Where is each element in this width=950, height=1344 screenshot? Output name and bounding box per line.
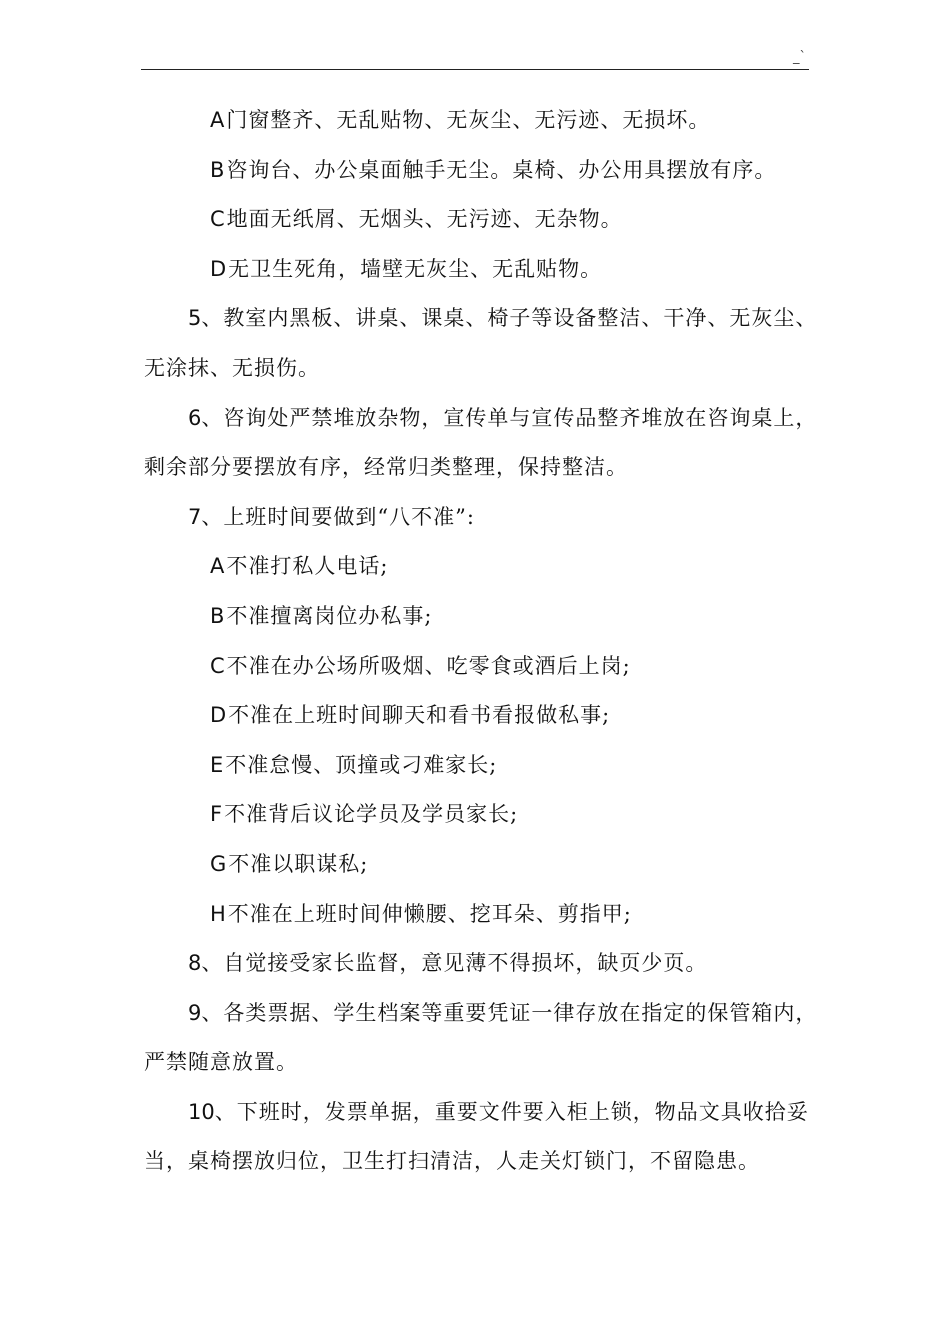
item-number: 5: [188, 306, 202, 331]
sub-item-letter: C: [210, 653, 225, 678]
item-6-line-2: 剩余部分要摆放有序，经常归类整理，保持整洁。: [144, 455, 628, 480]
sub-item-4b: [144, 146, 820, 196]
item-9-line-1: [144, 989, 820, 1039]
item-6-line-1: [144, 394, 820, 444]
sub-item-text: 不准在上班时间伸懒腰、挖耳朵、剪指甲;: [227, 901, 632, 926]
sub-item-letter: D: [210, 256, 227, 281]
sub-item-text: 不准以职谋私;: [228, 851, 369, 876]
item-text: 、上班时间要做到“八不准”:: [201, 504, 475, 529]
sub-item-text: 无卫生死角，墙壁无灰尘、无乱贴物。: [228, 256, 603, 281]
sub-item-7a: [144, 542, 820, 592]
document-body: [144, 96, 820, 1187]
sub-item-text: 咨询台、办公桌面触手无尘。桌椅、办公用具摆放有序。: [226, 157, 777, 182]
sub-item-letter: C: [210, 207, 225, 232]
item-5-line-2: 无涂抹、无损伤。: [144, 355, 320, 380]
sub-item-text: 不准在上班时间聊天和看书看报做私事;: [228, 703, 611, 728]
sub-item-text: 不准打私人电话;: [226, 554, 389, 579]
item-text: 、各类票据、学生档案等重要凭证一律存放在指定的保管箱内，: [201, 1000, 818, 1025]
sub-item-letter: A: [210, 554, 225, 579]
item-9-line-2: 严禁随意放置。: [144, 1050, 298, 1075]
sub-item-letter: B: [210, 603, 225, 628]
item-number: 6: [188, 405, 202, 430]
item-7-line-1: [144, 493, 820, 543]
item-text: 、下班时，发票单据，重要文件要入柜上锁，物品文具收拾妥: [214, 1099, 809, 1124]
sub-item-text: 不准在办公场所吸烟、吃零食或酒后上岗;: [226, 653, 631, 678]
header-rule: [141, 69, 809, 70]
sub-item-4c: [144, 195, 820, 245]
sub-item-7d: [144, 691, 820, 741]
sub-item-4d: [144, 245, 820, 295]
item-number: 9: [188, 1000, 202, 1025]
item-8-line-1: [144, 939, 820, 989]
sub-item-7c: [144, 642, 820, 692]
item-10-line-1: [144, 1088, 820, 1138]
sub-item-letter: E: [210, 752, 224, 777]
item-number: 8: [188, 951, 202, 976]
sub-item-letter: A: [210, 108, 225, 132]
sub-item-letter: G: [210, 851, 227, 876]
sub-item-letter: F: [210, 802, 223, 827]
item-5-line-1: [144, 294, 820, 344]
sub-item-7b: [144, 592, 820, 642]
sub-item-7g: [144, 840, 820, 890]
item-text: 、自觉接受家长监督，意见薄不得损坏，缺页少页。: [201, 951, 708, 976]
sub-item-text: 不准背后议论学员及学员家长;: [224, 802, 519, 827]
sub-item-letter: H: [210, 901, 226, 926]
sub-item-7h: [144, 890, 820, 940]
item-text: 、咨询处严禁堆放杂物，宣传单与宣传品整齐堆放在咨询桌上，: [201, 405, 818, 430]
sub-item-text: 不准怠慢、顶撞或刁难家长;: [225, 752, 498, 777]
sub-item-4a: [144, 96, 820, 146]
item-number: 10: [188, 1099, 215, 1124]
sub-item-7e: [144, 741, 820, 791]
sub-item-7f: [144, 790, 820, 840]
sub-item-text: 地面无纸屑、无烟头、无污迹、无杂物。: [226, 207, 623, 232]
item-10-line-2: 当，桌椅摆放归位，卫生打扫清洁，人走关灯锁门，不留隐患。: [144, 1149, 760, 1174]
sub-item-text: 不准擅离岗位办私事;: [226, 603, 433, 628]
sub-item-letter: B: [210, 157, 225, 182]
sub-item-text: 门窗整齐、无乱贴物、无灰尘、无污迹、无损坏。: [226, 108, 711, 132]
header-mark: _`: [793, 50, 806, 65]
item-number: 7: [188, 504, 202, 529]
sub-item-letter: D: [210, 703, 227, 728]
item-text: 、教室内黑板、讲桌、课桌、椅子等设备整洁、干净、无灰尘、: [201, 306, 818, 331]
